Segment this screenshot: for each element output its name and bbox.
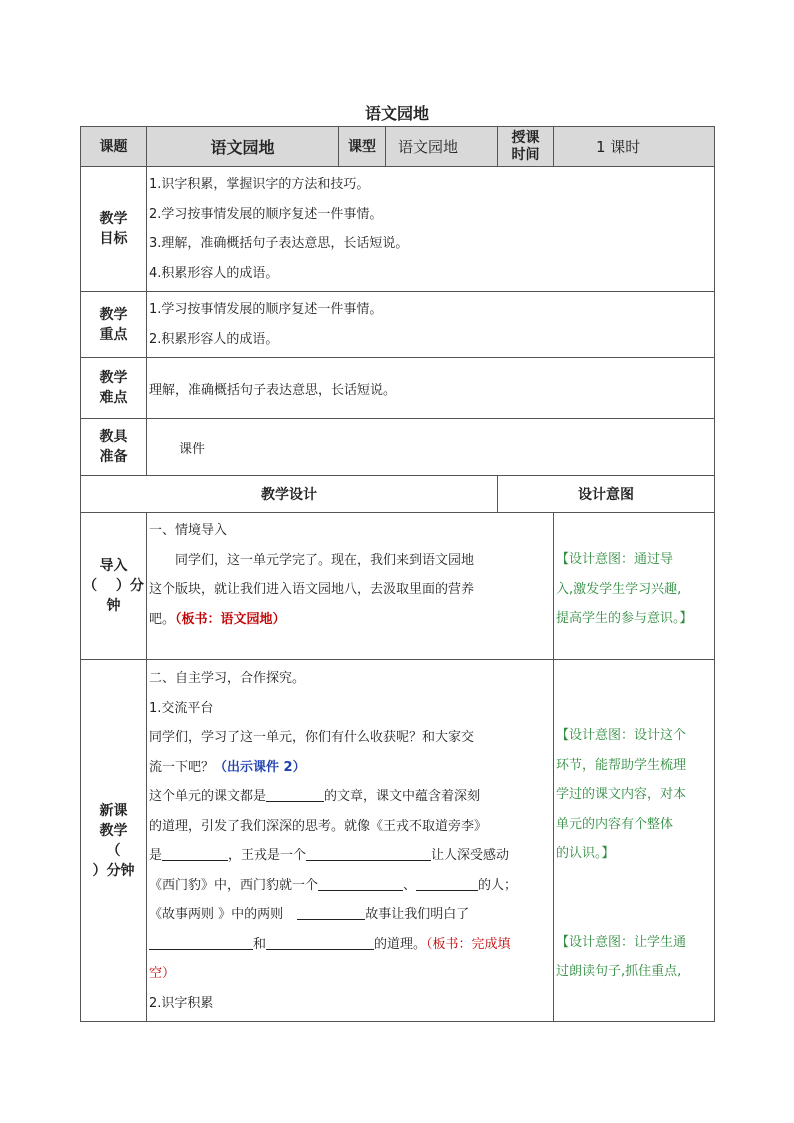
document-title: 语文园地 bbox=[364, 104, 429, 123]
design-header-left: 教学设计 bbox=[81, 476, 498, 513]
new-lesson-text-part: 故事让我们明白了 bbox=[365, 907, 470, 922]
time-label bbox=[498, 127, 554, 167]
fill-blank[interactable] bbox=[318, 876, 403, 891]
fill-blank[interactable] bbox=[297, 905, 365, 920]
new-lesson-subheading: 1.交流平台 bbox=[149, 700, 214, 716]
new-lesson-label-line-1: 新课 bbox=[99, 802, 128, 819]
new-lesson-text-part: 《故事两则 》中的两则 bbox=[149, 907, 288, 922]
design-header-right: 设计意图 bbox=[498, 476, 715, 513]
new-lesson-intent-line: 的认识。】 bbox=[556, 846, 615, 861]
intro-label-line-3: 钟 bbox=[106, 598, 121, 614]
new-lesson-board-note: （板书：完成填 bbox=[426, 936, 511, 952]
topic-label: 课题 bbox=[81, 127, 147, 167]
new-lesson-text-part: 是 bbox=[149, 848, 163, 863]
new-lesson-board-note-end: 空） bbox=[149, 966, 176, 981]
difficulties-label bbox=[81, 358, 147, 419]
fill-blank[interactable] bbox=[162, 846, 228, 861]
new-lesson-intent-line: 单元的内容有个整体 bbox=[556, 816, 674, 832]
new-lesson-text-line: 同学们，学习了这一单元，你们有什么收获呢？和大家交 bbox=[149, 730, 475, 745]
goal-item: 4.积累形容人的成语。 bbox=[149, 265, 279, 281]
new-lesson-intent-line: 环节，能帮助学生梳理 bbox=[556, 757, 687, 773]
fill-blank[interactable] bbox=[306, 846, 431, 861]
intro-text-line: 同学们，这一单元学完了。现在，我们来到语文园地 bbox=[175, 552, 475, 568]
new-lesson-text-part: 流一下吧？ bbox=[149, 759, 215, 775]
materials-label bbox=[81, 419, 147, 476]
new-lesson-intent-line: 过朗读句子,抓住重点, bbox=[556, 964, 682, 979]
intro-label-line-1: 导入 bbox=[99, 558, 128, 574]
intro-row bbox=[81, 513, 715, 660]
type-value: 语文园地 bbox=[386, 127, 498, 167]
new-lesson-text-part: 《西门豹》中，西门豹就一个 bbox=[149, 877, 319, 893]
intro-text-line bbox=[149, 605, 551, 635]
intro-text-end: 吧。 bbox=[149, 611, 176, 627]
new-lesson-text-part: 和 bbox=[253, 936, 267, 952]
new-lesson-text-line bbox=[149, 930, 551, 960]
intro-intent-line: 入,激发学生学习兴趣, bbox=[556, 581, 682, 597]
new-lesson-intent-line: 【设计意图：让学生通 bbox=[556, 934, 687, 950]
materials-content: 课件 bbox=[147, 419, 715, 476]
key-points-row bbox=[81, 292, 715, 358]
fill-blank[interactable] bbox=[266, 787, 324, 802]
intro-label-line-2: （ ）分 bbox=[83, 578, 144, 594]
difficulties-content: 理解，准确概括句子表达意思，长话短说。 bbox=[147, 358, 715, 419]
goal-item: 1.识字积累，掌握识字的方法和技巧。 bbox=[149, 177, 370, 192]
new-lesson-text-part: ，王戎是一个 bbox=[228, 848, 307, 863]
intro-intent bbox=[554, 513, 715, 660]
design-header-row bbox=[81, 476, 715, 513]
goals-label-line-1: 教学 bbox=[99, 211, 128, 227]
time-label-line-1: 授课 bbox=[511, 129, 540, 146]
new-lesson-subheading: 2.识字积累 bbox=[149, 995, 214, 1011]
key-points-label-line-1: 教学 bbox=[99, 306, 128, 323]
intro-intent-line: 提高学生的参与意识。】 bbox=[556, 611, 693, 626]
new-lesson-intent-line: 学过的课文内容，对本 bbox=[556, 787, 687, 802]
intro-board-note: （板书：语文园地） bbox=[175, 611, 286, 627]
materials-label-line-2: 准备 bbox=[99, 449, 128, 465]
time-value: 1 课时 bbox=[554, 127, 715, 167]
goals-row bbox=[81, 167, 715, 292]
new-lesson-text-line bbox=[149, 959, 551, 989]
new-lesson-text-line bbox=[149, 841, 551, 871]
topic-value: 语文园地 bbox=[147, 127, 339, 167]
new-lesson-text-line bbox=[149, 871, 551, 901]
key-points-content bbox=[147, 292, 715, 358]
materials-row bbox=[81, 419, 715, 476]
goals-content bbox=[147, 167, 715, 292]
difficulties-row bbox=[81, 358, 715, 419]
goal-item: 2.学习按事情发展的顺序复述一件事情。 bbox=[149, 206, 383, 222]
materials-label-line-1: 教具 bbox=[99, 429, 128, 445]
new-lesson-intent bbox=[554, 660, 715, 1022]
key-points-label bbox=[81, 292, 147, 358]
new-lesson-text-part: 这个单元的课文都是 bbox=[149, 789, 267, 804]
key-points-label-line-2: 重点 bbox=[99, 326, 128, 343]
new-lesson-row bbox=[81, 660, 715, 1022]
courseware-note: （出示课件 2） bbox=[214, 759, 306, 775]
new-lesson-label-line-2: 教学 bbox=[99, 822, 128, 839]
intro-label bbox=[81, 513, 147, 660]
new-lesson-heading: 二、自主学习，合作探究。 bbox=[149, 671, 306, 686]
intro-heading: 一、情境导入 bbox=[149, 523, 228, 538]
new-lesson-text-line bbox=[149, 753, 551, 783]
new-lesson-content bbox=[147, 660, 554, 1022]
lesson-plan-table bbox=[80, 126, 715, 1022]
intro-intent-line: 【设计意图：通过导 bbox=[556, 552, 674, 567]
fill-blank[interactable] bbox=[416, 876, 478, 891]
new-lesson-label-line-3: （ bbox=[106, 842, 121, 859]
new-lesson-text-part: 的文章，课文中蕴含着深刻 bbox=[324, 789, 481, 804]
difficulties-label-line-1: 教学 bbox=[99, 370, 128, 386]
goals-label-line-2: 目标 bbox=[99, 231, 128, 247]
new-lesson-text-part: 让人深受感动 bbox=[431, 848, 510, 863]
fill-blank[interactable] bbox=[266, 935, 374, 950]
goals-label bbox=[81, 167, 147, 292]
new-lesson-label-line-4: ）分钟 bbox=[92, 862, 135, 879]
new-lesson-text-line bbox=[149, 782, 551, 812]
type-label: 课型 bbox=[339, 127, 386, 167]
header-row bbox=[81, 127, 715, 167]
key-point-item: 1.学习按事情发展的顺序复述一件事情。 bbox=[149, 302, 383, 317]
time-label-line-2: 时间 bbox=[511, 146, 540, 163]
new-lesson-text-part: 的人； bbox=[478, 877, 518, 893]
key-point-item: 2.积累形容人的成语。 bbox=[149, 331, 279, 347]
goal-item: 3.理解，准确概括句子表达意思，长话短说。 bbox=[149, 236, 409, 251]
difficulties-label-line-2: 难点 bbox=[99, 390, 128, 406]
new-lesson-text-part: 、 bbox=[403, 877, 417, 893]
new-lesson-text-line: 的道理，引发了我们深深的思考。就像《王戎不取道旁李》 bbox=[149, 818, 488, 834]
intro-content bbox=[147, 513, 554, 660]
new-lesson-text-line bbox=[149, 900, 551, 930]
new-lesson-intent-line: 【设计意图：设计这个 bbox=[556, 728, 687, 743]
new-lesson-label bbox=[81, 660, 147, 1022]
new-lesson-text-part: 的道理。 bbox=[374, 936, 427, 952]
fill-blank[interactable] bbox=[149, 935, 253, 950]
intro-text-line: 这个版块，就让我们进入语文园地八，去汲取里面的营养 bbox=[149, 582, 475, 597]
